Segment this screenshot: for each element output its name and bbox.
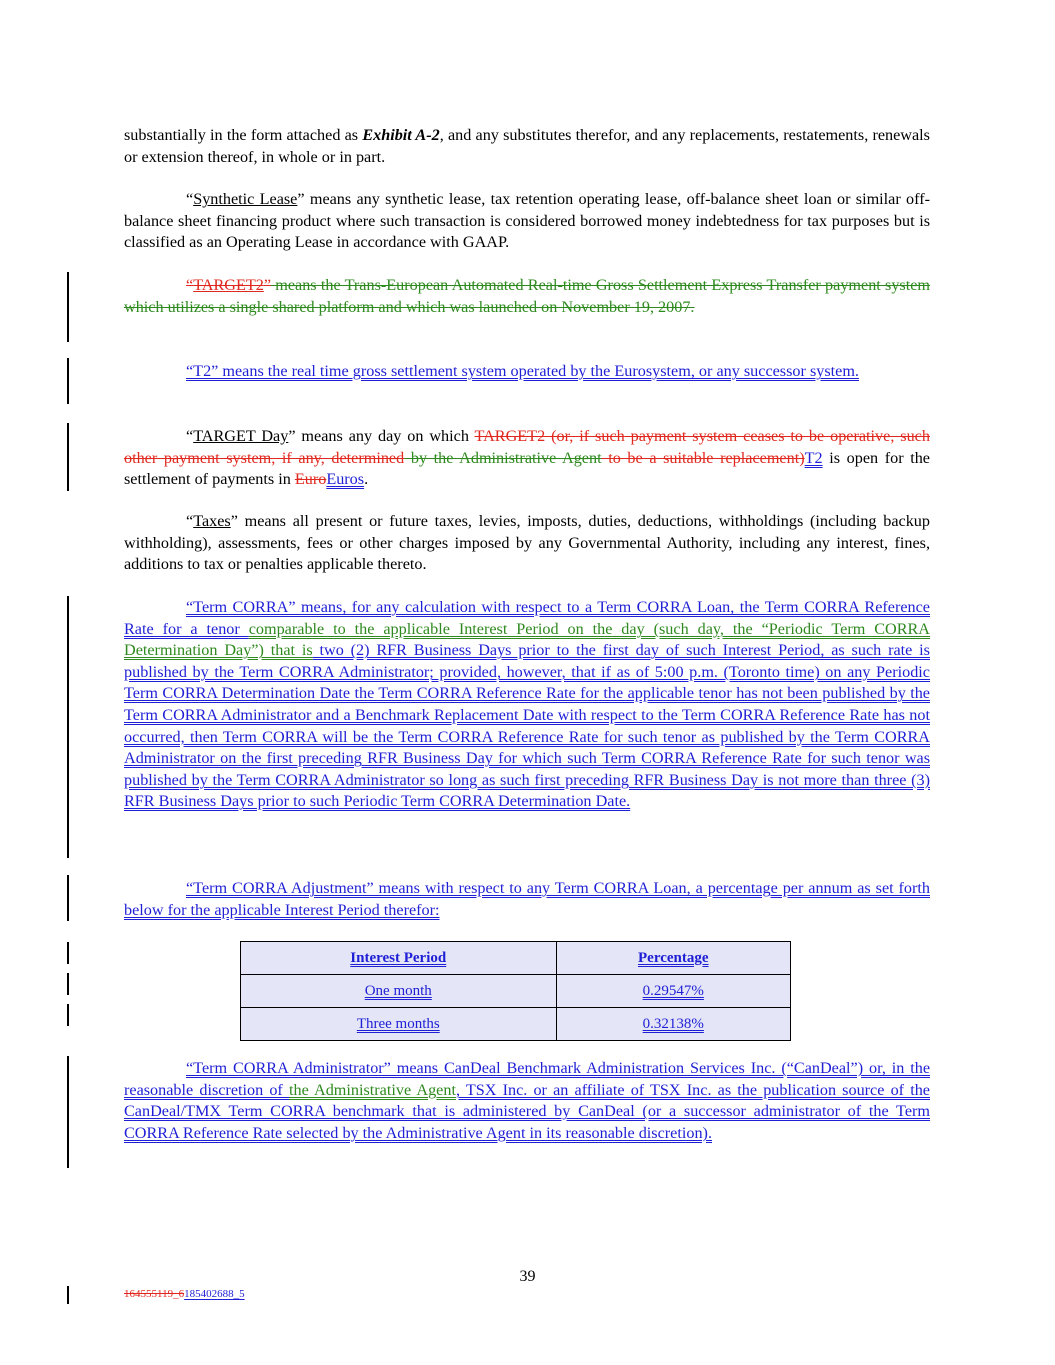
text: “: [186, 427, 194, 445]
definition-term-corra-adjustment: [124, 878, 930, 921]
table-row: [241, 975, 791, 1008]
change-bar: [67, 1004, 69, 1026]
definition-t2-inserted: [124, 361, 930, 383]
text: ” means any day on which: [288, 427, 475, 445]
paragraph-exhibit: [124, 125, 930, 168]
text: substantially in the form attached as: [124, 126, 363, 144]
deleted-text: by the Administrative Agent: [404, 448, 602, 467]
table-row: [241, 1008, 791, 1041]
inserted-text: T2: [804, 448, 823, 467]
deleted-text: “: [186, 276, 194, 294]
column-header: Percentage: [556, 942, 790, 975]
exhibit-reference: Exhibit A-2: [362, 126, 440, 144]
change-bar: [67, 272, 69, 342]
column-header: Interest Period: [241, 942, 557, 975]
inserted-text: two (2) RFR Business Days prior to the first day of such Interest Period, as such rate is published by the Term CORRA Administrator; provided, however, that if as of 5:00 p.m. (Toronto time) on any Periodic Term CORRA Determination Date the Term CORRA Reference Rate for the applicable tenor has not been published by the Term CORRA Administrator and a Benchmark Replacement Date with respect to the Term CORRA Reference Rate has not occurred, then Term CORRA will be the Term CORRA Reference Rate for such tenor as published by the Term CORRA Administrator on the first preceding RFR Business Day for which such Term CORRA Reference Rate for such tenor was published by the Term CORRA Administrator so long as such first preceding RFR Business Day is not more than three (3) RFR Business Days prior to such Periodic Term CORRA Determination Date.: [124, 641, 930, 811]
change-bar: [67, 358, 69, 404]
table-header-row: [241, 942, 791, 975]
document-id-footer: [124, 1288, 245, 1300]
inserted-text: “Term CORRA” means, for any calculation with respect to a Term CORRA Loan, the Term CORRA Reference Rate for a tenor: [124, 598, 930, 638]
table-cell: One month: [241, 975, 557, 1008]
text: “: [186, 512, 194, 530]
definition-target-day: [124, 426, 930, 491]
inserted-text: “T2” means the real time gross settlement system operated by the Eurosystem, or any successor system.: [186, 362, 859, 380]
change-bar: [67, 596, 69, 858]
text: is open for the settlement of payments in: [124, 448, 930, 489]
change-bar: [67, 875, 69, 921]
table-cell: 0.29547%: [556, 975, 790, 1008]
table-cell: 0.32138%: [556, 1008, 790, 1041]
table-cell: Three months: [241, 1008, 557, 1041]
change-bar: [67, 1286, 69, 1304]
deleted-text: TARGET2 (or, if such: [474, 427, 625, 445]
deleted-term: TARGET2: [193, 276, 264, 294]
change-bar: [67, 1056, 69, 1168]
inserted-text: “Term CORRA Adjustment” means with respect to any Term CORRA Loan, a percentage per annum as set forth below for the applicable Interest Period therefor:: [124, 879, 930, 919]
deleted-text: Euro: [294, 470, 327, 489]
definition-term-corra: [124, 597, 930, 813]
definition-taxes: [124, 511, 930, 576]
definition-synthetic-lease: [124, 189, 930, 254]
text: .: [364, 470, 369, 489]
deleted-doc-id: 164555119_6: [124, 1288, 185, 1300]
deleted-text: means the Trans-European Automated Real-time Gross Settlement Express Transfer payment system which utilizes a single shared platform and which was launched on November 19, 2007.: [124, 276, 930, 316]
deleted-text: ”: [263, 276, 272, 294]
inserted-text: Euros: [326, 470, 365, 489]
defined-term: Synthetic Lease: [193, 190, 298, 208]
inserted-text: , TSX Inc. or an affiliate of TSX Inc. as the publication source of the CanDeal/TMX Term CORRA benchmark that is administered by CanDeal (or a successor administrator of the Term CORRA Reference Rate selected by the Administrative Agent in its reasonable discretion).: [124, 1080, 930, 1142]
text: ” means any synthetic lease, tax retention operating lease, off-balance sheet loan or similar off-balance sheet financing product where such transaction is considered borrowed money indebtedness for tax purposes but is classified as an Operating Lease in accordance with GAAP.: [124, 190, 930, 252]
moved-text: comparable to the applicable Interest Period on the day (such day, the “Periodic Term CORRA Determination Day”) that is: [124, 619, 931, 660]
term-corra-adjustment-table: [240, 941, 791, 1041]
definition-term-corra-administrator: [124, 1058, 930, 1144]
text: “: [186, 190, 194, 208]
change-bar: [67, 973, 69, 995]
defined-term: TARGET Day: [193, 427, 289, 445]
page-number: 39: [519, 1268, 536, 1285]
inserted-text: “Term CORRA Administrator” means CanDeal Benchmark Administration Services Inc. (“CanDeal”) or, in the reasonable discretion of: [124, 1059, 930, 1099]
deleted-text: payment system ceases to be operative, such other payment system, if any, determined: [124, 427, 930, 467]
text: , and any substitutes therefor, and any replacements, restatements, renewals or extension thereof, in whole or in part.: [124, 126, 930, 166]
moved-text: the Administrative Agent: [288, 1080, 456, 1099]
defined-term: Taxes: [193, 512, 231, 530]
inserted-doc-id: 185402688_5: [184, 1288, 245, 1300]
definition-target2-deleted: [124, 275, 930, 318]
deleted-text: to be a suitable replacement): [601, 448, 805, 467]
text: ” means all present or future taxes, levies, imposts, duties, deductions, withholdings (including backup withholding), assessments, fees or other charges imposed by any Governmental Authority, including any interest, fines, additions to tax or penalties applicable thereto.: [124, 512, 930, 574]
change-bar: [67, 942, 69, 964]
change-bar: [67, 423, 69, 491]
